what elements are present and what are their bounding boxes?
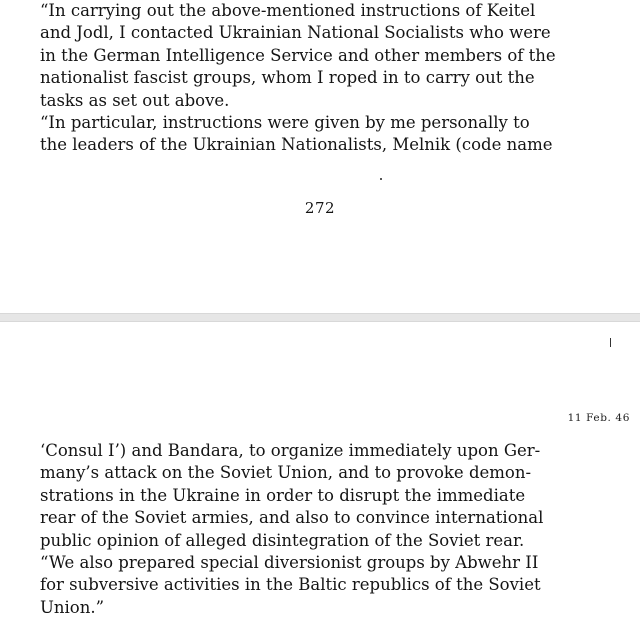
tick-mark <box>610 338 611 347</box>
paragraph: ‘Consul I’) and Bandara, to organize immediately upon Ger- many’s attack on the Soviet Union, and to provoke demon- strations in the Ukraine in order to disrupt the immediate rear of the Soviet armies, and also to convince international public opinion of alleged disintegration of the Soviet rear. <box>40 441 544 550</box>
bottom-text-block <box>40 440 602 619</box>
paragraph: “We also prepared special diversionist groups by Abwehr II for subversive activities in the Baltic republics of the Soviet Union.” <box>40 553 541 617</box>
speck-mark <box>380 178 382 180</box>
paragraph: “In carrying out the above-mentioned instructions of Keitel and Jodl, I contacted Ukrainian National Socialists who were in the German Intelligence Service and other members of the nationalist fascist groups, whom I roped in to carry out the tasks as set out above. <box>40 1 556 110</box>
page-number: 272 <box>304 199 336 217</box>
paragraph: “In particular, instructions were given by me personally to the leaders of the Ukrainian Nationalists, Melnik (code name <box>40 113 553 155</box>
page-divider <box>0 313 640 322</box>
page-bottom <box>0 322 640 623</box>
top-text-block <box>40 0 602 157</box>
date-stamp: 11 Feb. 46 <box>567 412 630 424</box>
